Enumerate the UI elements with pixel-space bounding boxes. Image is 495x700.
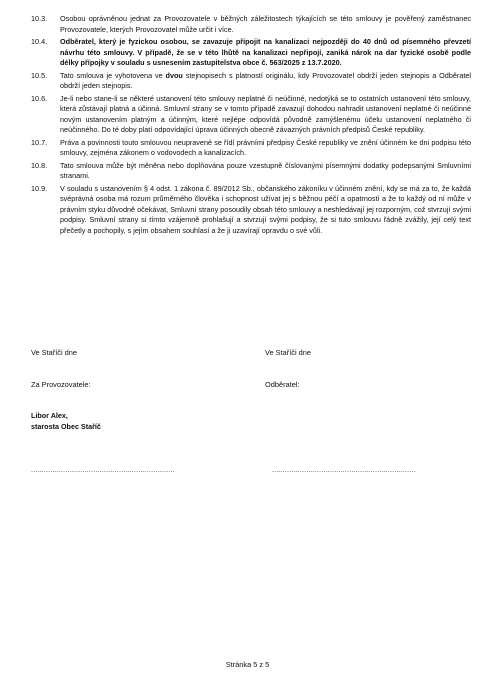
left-signature-line: ................................................................... — [31, 467, 175, 474]
customer-label: Odběratel: — [265, 380, 300, 389]
page-number: Stránka 5 z 5 — [225, 660, 270, 669]
clause-number: 10.4. — [31, 37, 48, 46]
clause-number: 10.6. — [31, 93, 48, 103]
provider-label: Za Provozovatele: — [31, 380, 91, 389]
clause-number: 10.8. — [31, 160, 48, 170]
clause-text: Práva a povinnosti touto smlouvou neupravené se řídí právními předpisy České republiky ve znění účinném ke dni podpisu této smlouvy, zejména zákonem o vodovodech a kanalizacích. — [60, 137, 471, 157]
clause-10-7 — [31, 138, 471, 159]
clause-text — [60, 71, 471, 92]
clause-text: V souladu s ustanovením § 4 odst. 1 zákona č. 89/2012 Sb., občanského zákoníku v účinném znění, kdy se má za to, že každá svéprávná osoba má rozum průměrného člověka i schopnost užívat jej s běžnou péčí a opatrností a že to každý od ní může v právním styku důvodně očekávat, Smluvní strany posoudily obsah této smlouvy a neshledávají jej rozporným, což stvrzují svými podpisy. Smluvní strany si tímto vzájemně prohlašují a stvrzují svými podpisy, že si tuto smlouvu řádně zvážily, její celý text přečetly a pochopily, s jejím obsahem souhlasí a že ji uzavírají opravdu o své vůli. — [60, 183, 471, 235]
clause-number: 10.7. — [31, 137, 48, 147]
clause-text: Tato smlouva může být měněna nebo doplňována pouze vzestupně číslovanými písemnými dodatky podepsanými Smluvními stranami. — [60, 160, 471, 180]
contract-clauses — [31, 14, 471, 238]
clause-text-emphasis: dvou — [165, 70, 183, 80]
signer-name: Libor Alex, — [31, 411, 68, 420]
clause-10-5 — [31, 71, 471, 92]
signer-title: starosta Obec Staříč — [31, 421, 101, 431]
clause-10-4 — [31, 37, 471, 69]
clause-text: Osobou oprávněnou jednat za Provozovatele v běžných záležitostech týkajících se této smlouvy je pověřený zaměstnanec Provozovatele, kterých Provozovatel může určit i více. — [60, 14, 471, 34]
clause-text-post: stejnopisech s platností originálu, kdy Provozovatel obdrží jeden stejnopis a Odběratel obdrží jeden stejnopis. — [60, 70, 472, 90]
clause-number: 10.9. — [31, 183, 48, 193]
clause-text: Je-li nebo stane-li se některé ustanovení této smlouvy neplatné či neúčinné, nedotýká se to ostatních ustanovení této smlouvy, která zůstávají platná a účinná. Smluvní strany se v tomto případě zavazují dohodou nahradit ustanovení neplatné či neúčinné novým ustanovením platným a účinným, které nejlépe odpovídá původně zamýšlenému účelu ustanovení neplatného či neúčinného. Do té doby platí odpovídající úprava účinných obecně závazných právních předpisů České republiky. — [60, 93, 471, 134]
right-signature-line: ................................................................... — [272, 467, 416, 474]
clause-number: 10.3. — [31, 14, 48, 23]
clause-number: 10.5. — [31, 70, 48, 80]
signer-block — [31, 411, 101, 432]
clause-text: Odběratel, který je fyzickou osobou, se zavazuje připojit na kanalizaci nejpozději do 40 dnů od písemného převzetí návrhu této smlouvy. V případě, že se v této lhůtě na kanalizaci nepřipojí, zaniká nárok na dar fyzické osobě podle délky přípojky v souladu s usnesením zastupitelstva obce č. 563/2025 z 13.7.2020. — [60, 37, 471, 67]
left-place-date: Ve Staříči dne — [31, 348, 78, 357]
clause-10-6 — [31, 94, 471, 136]
clause-10-3 — [31, 14, 471, 35]
clause-text-pre: Tato smlouva je vyhotovena ve — [60, 70, 166, 80]
clause-10-8 — [31, 161, 471, 182]
right-place-date: Ve Staříči dne — [265, 348, 312, 357]
clause-10-9 — [31, 184, 471, 237]
